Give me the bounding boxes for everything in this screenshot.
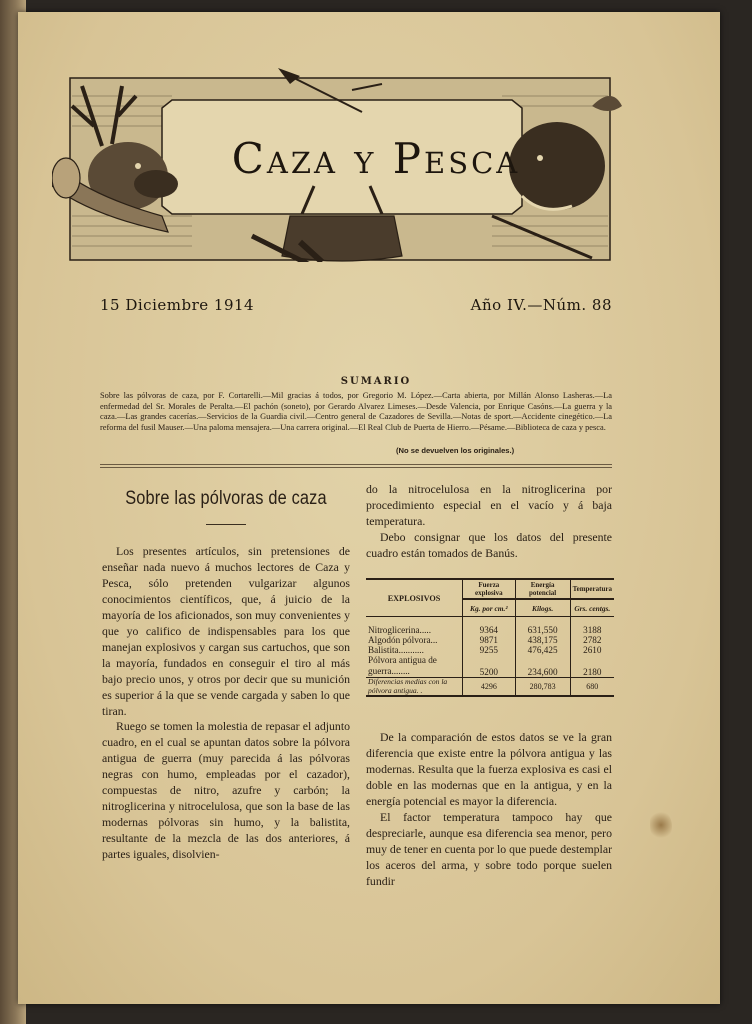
table-unit: Grs. centgs. xyxy=(570,599,614,617)
table-header: Fuerza explosiva xyxy=(463,579,516,599)
sumario-heading: SUMARIO xyxy=(340,376,412,387)
divider-rule-2 xyxy=(100,467,612,468)
article-title: Sobre las pólvoras de caza xyxy=(125,488,327,509)
paragraph: Debo consignar que los datos del presente cuadro están tomados de Banús. xyxy=(366,529,612,560)
paragraph: Los presentes artículos, sin pretensiones de enseñar nada nuevo á muchos lectores de Caza y Pesca, sólo pretenden vulgarizar algunos conocimientos científicos, que, á juicio de la mayoría de los aficionados, son muy convenientes y que yo califico de indispensables para los que manejan explosivos y cargan sus cartuchos, que son la mayoría, fundados en conseguir el tiro al más bajo precio unos, y otros por decir que su munición es superior á la que se vende cargada y saben lo que tiran. xyxy=(102,544,350,718)
paragraph: De la comparación de estos datos se ve la gran diferencia que existe entre la pólvora antigua y las modernas. Resulta que la fuerza explosiva es casi el doble en las modernas que en la antigua, y en la energía potencial es mayor la diferencia. xyxy=(366,730,612,808)
article-column-left xyxy=(102,544,350,863)
paragraph: do la nitrocelulosa en la nitroglicerina por procedimiento especial en el vacío y á baja temperatura. xyxy=(366,482,612,528)
article-column-right-top xyxy=(366,482,612,562)
table-row: Balistita........... 9255 476,425 2610 xyxy=(366,645,614,655)
table-unit: Kilogs. xyxy=(515,599,570,617)
article-column-right-bottom xyxy=(366,730,612,890)
masthead-title: Caza y Pesca xyxy=(231,134,521,183)
paper-stain xyxy=(650,810,672,840)
table-row: Nitroglicerina..... 9364 631,550 3188 xyxy=(366,625,614,635)
table-row: Algodón pólvora... 9871 438,175 2782 xyxy=(366,635,614,645)
issue-date: 15 Diciembre 1914 xyxy=(100,296,255,314)
table-unit: Kg. por cm.² xyxy=(463,599,516,617)
table-header: Temperatura xyxy=(570,579,614,599)
paragraph: El factor temperatura tampoco hay que despreciarle, aunque esa diferencia sea menor, pero muy de tener en cuenta por lo que puede destemplar los aceros del arma, y sobre todo porque suelen fundir xyxy=(366,809,613,888)
paragraph: Ruego se tomen la molestia de repasar el adjunto cuadro, en el cual se apuntan datos sobre la pólvora antigua de guerra (muy parecida á las pólvoras negras con humo, empleadas por el cazador), compuestas de nitro, azufre y carbón; la nitroglicerina y nitrocelulosa, que son la base de las modernas pólvoras sin humo, y la balistita, resultante de la mezcla de las dos anteriores, á partes iguales, disolvien- xyxy=(102,719,350,862)
table-row: Pólvora antigua de guerra........ 5200 234,600 2180 xyxy=(366,655,614,678)
table-header-explosivos: EXPLOSIVOS xyxy=(387,593,441,603)
explosives-table xyxy=(366,578,614,697)
table-header: Energía potencial xyxy=(515,579,570,599)
divider-rule xyxy=(100,464,612,465)
table-row-diff: Diferencias medias con la pólvora antigua. . 4296 280,783 680 xyxy=(366,678,614,697)
sumario-text: Sobre las pólvoras de caza, por F. Cortarelli.—Mil gracias á todos, por Gregorio M. López.—Carta abierta, por Millán Alonso Lasheras.—La enfermedad del Sr. Morales de Peralta.—El pachón (soneto), por Gerardo Alvarez Limeses.—Desde Valencia, por Enrique Casóns.—La guerra y la caza.—Las grandes cacerías.—Servicios de la Guardia civil.—Centro general de Cazadores de Sevilla.—Notas de sport.—Accidente cinegético.—La reforma del fusil Mauser.—Una paloma mensajera.—Una carrera original.—El Real Club de Puerta de Hierro.—Pésame.—Biblioteca de caza y pesca. xyxy=(100,391,612,433)
issue-number: Año IV.—Núm. 88 xyxy=(470,296,612,314)
title-rule xyxy=(206,524,246,525)
originals-note: (No se devuelven los originales.) xyxy=(396,446,515,455)
